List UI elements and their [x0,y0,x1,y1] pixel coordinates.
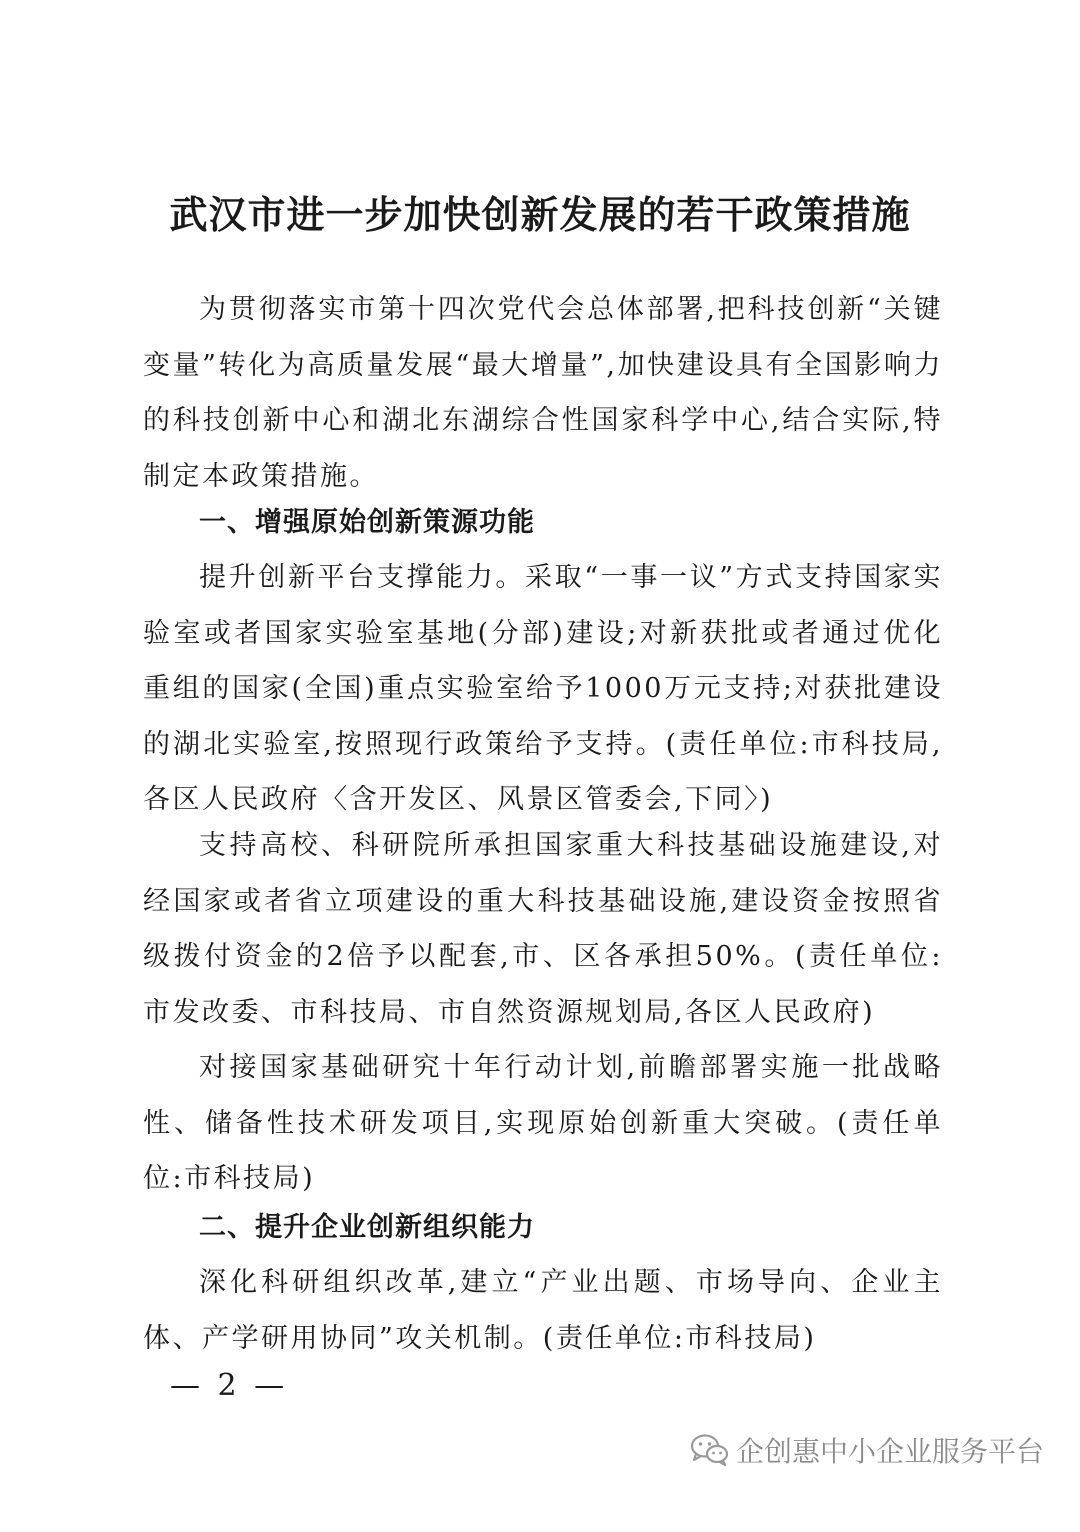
watermark [690,1430,1044,1470]
section-1-paragraph-2: 支持高校、科研院所承担国家重大科技基础设施建设,对经国家或者省立项建设的重大科技基础设施,建设资金按照省级拨付资金的2倍予以配套,市、区各承担50%。(责任单位:市发改委、市科技局、市自然资源规划局,各区人民政府) [143,830,943,1028]
section-1-paragraph-3: 对接国家基础研究十年行动计划,前瞻部署实施一批战略性、储备性技术研发项目,实现原始创新重大突破。(责任单位:市科技局) [143,1052,943,1194]
intro-paragraph: 为贯彻落实市第十四次党代会总体部署,把科技创新“关键变量”转化为高质量发展“最大增量”,加快建设具有全国影响力的科技创新中心和湖北东湖综合性国家科学中心,结合实际,特制定本政策措施。 [143,294,943,492]
section-1-paragraph-1: 提升创新平台支撑能力。采取“一事一议”方式支持国家实验室或者国家实验室基地(分部)建设;对新获批或者通过优化重组的国家(全国)重点实验室给予1000万元支持;对获批建设的湖北实验室,按照现行政策给予支持。(责任单位:市科技局,各区人民政府〈含开发区、风景区管委会,下同〉) [143,562,943,815]
document-title: 武汉市进一步加快创新发展的若干政策措施 [169,192,911,237]
watermark-text: 企创惠中小企业服务平台 [735,1435,1044,1468]
wechat-icon [690,1433,730,1467]
section-2-heading: 二、提升企业创新组织能力 [199,1212,535,1243]
section-2-paragraph-1: 深化科研组织改革,建立“产业出题、市场导向、企业主体、产学研用协同”攻关机制。(责任单位:市科技局) [143,1267,943,1354]
page-number: — 2 — [170,1368,289,1403]
section-1-heading: 一、增强原始创新策源功能 [199,507,535,538]
